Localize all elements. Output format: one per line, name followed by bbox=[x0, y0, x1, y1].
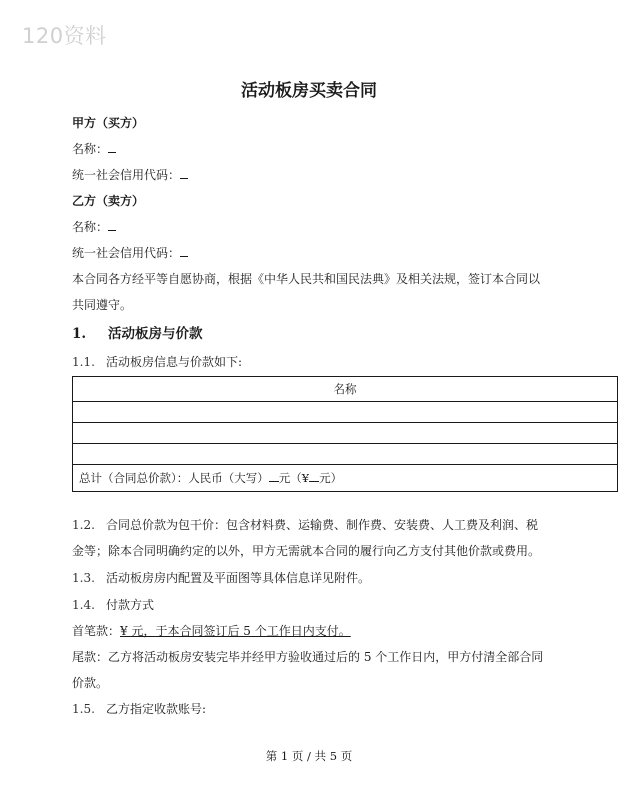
clause-1-1-text: 活动板房信息与价款如下: bbox=[106, 355, 243, 369]
table-row bbox=[73, 402, 618, 423]
clause-1-5 bbox=[72, 700, 206, 717]
party-a-credit-label: 统一社会信用代码： bbox=[72, 168, 181, 182]
document-title: 活动板房买卖合同 bbox=[241, 81, 377, 101]
page-footer: 第 1 页 / 共 5 页 bbox=[265, 749, 353, 763]
party-a-heading: 甲方（买方） bbox=[72, 116, 145, 130]
clause-1-3-number: 1.3. bbox=[72, 571, 95, 585]
clause-1-2-line-2: 金等；除本合同明确约定的以外，甲方无需就本合同的履行向乙方支付其他价款或费用。 bbox=[72, 544, 541, 558]
total-mid: 元（¥ bbox=[278, 471, 310, 485]
first-payment bbox=[72, 622, 351, 639]
clause-1-1-number: 1.1. bbox=[72, 355, 95, 369]
table-header-row bbox=[73, 377, 618, 402]
clause-1-1 bbox=[72, 353, 242, 370]
clause-1-2-number: 1.2. bbox=[72, 518, 95, 532]
table-total-cell bbox=[73, 465, 618, 492]
clause-1-4 bbox=[72, 596, 154, 613]
total-prefix: 总计（合同总价款）：人民币（大写） bbox=[79, 471, 269, 485]
clause-1-3-text: 活动板房房内配置及平面图等具体信息详见附件。 bbox=[106, 571, 371, 585]
clause-1-4-text: 付款方式 bbox=[106, 598, 155, 612]
section-1-number: 1. bbox=[72, 326, 87, 342]
section-1-title: 活动板房与价款 bbox=[108, 326, 203, 342]
party-b-name-label: 名称： bbox=[72, 220, 109, 234]
party-b-credit-code bbox=[72, 244, 188, 261]
clause-1-2-line-1 bbox=[72, 516, 538, 533]
preamble-line-2: 共同遵守。 bbox=[72, 298, 133, 312]
watermark: 120资料 bbox=[22, 24, 107, 48]
first-payment-label: 首笔款： bbox=[72, 624, 121, 638]
clause-1-4-number: 1.4. bbox=[72, 598, 95, 612]
table-row bbox=[73, 423, 618, 444]
final-payment-line-1: 尾款：乙方将活动板房安装完毕并经甲方验收通过后的 5 个工作日内，甲方付清全部合同 bbox=[72, 650, 544, 664]
party-b-heading: 乙方（卖方） bbox=[72, 194, 145, 208]
party-b-credit-label: 统一社会信用代码： bbox=[72, 246, 181, 260]
party-a-name bbox=[72, 140, 116, 157]
preamble-line-1: 本合同各方经平等自愿协商，根据《中华人民共和国民法典》及相关法规，签订本合同以 bbox=[72, 272, 541, 286]
clause-1-2-text: 合同总价款为包干价：包含材料费、运输费、制作费、安装费、人工费及利润、税 bbox=[106, 518, 539, 532]
clause-1-3 bbox=[72, 569, 370, 586]
total-suffix: 元） bbox=[319, 471, 343, 485]
party-b-name bbox=[72, 218, 116, 235]
party-a-credit-code bbox=[72, 166, 188, 183]
final-payment-line-2: 价款。 bbox=[72, 676, 109, 690]
clause-1-5-text: 乙方指定收款账号: bbox=[106, 702, 207, 716]
party-a-name-label: 名称： bbox=[72, 142, 109, 156]
clause-1-5-number: 1.5. bbox=[72, 702, 95, 716]
table-total-row bbox=[73, 465, 618, 492]
table-row bbox=[73, 444, 618, 465]
price-table bbox=[72, 376, 618, 492]
first-payment-text: ¥ 元，于本合同签订后 5 个工作日内支付。 bbox=[120, 624, 351, 638]
section-1-heading bbox=[72, 322, 203, 342]
table-header-name: 名称 bbox=[73, 377, 618, 402]
